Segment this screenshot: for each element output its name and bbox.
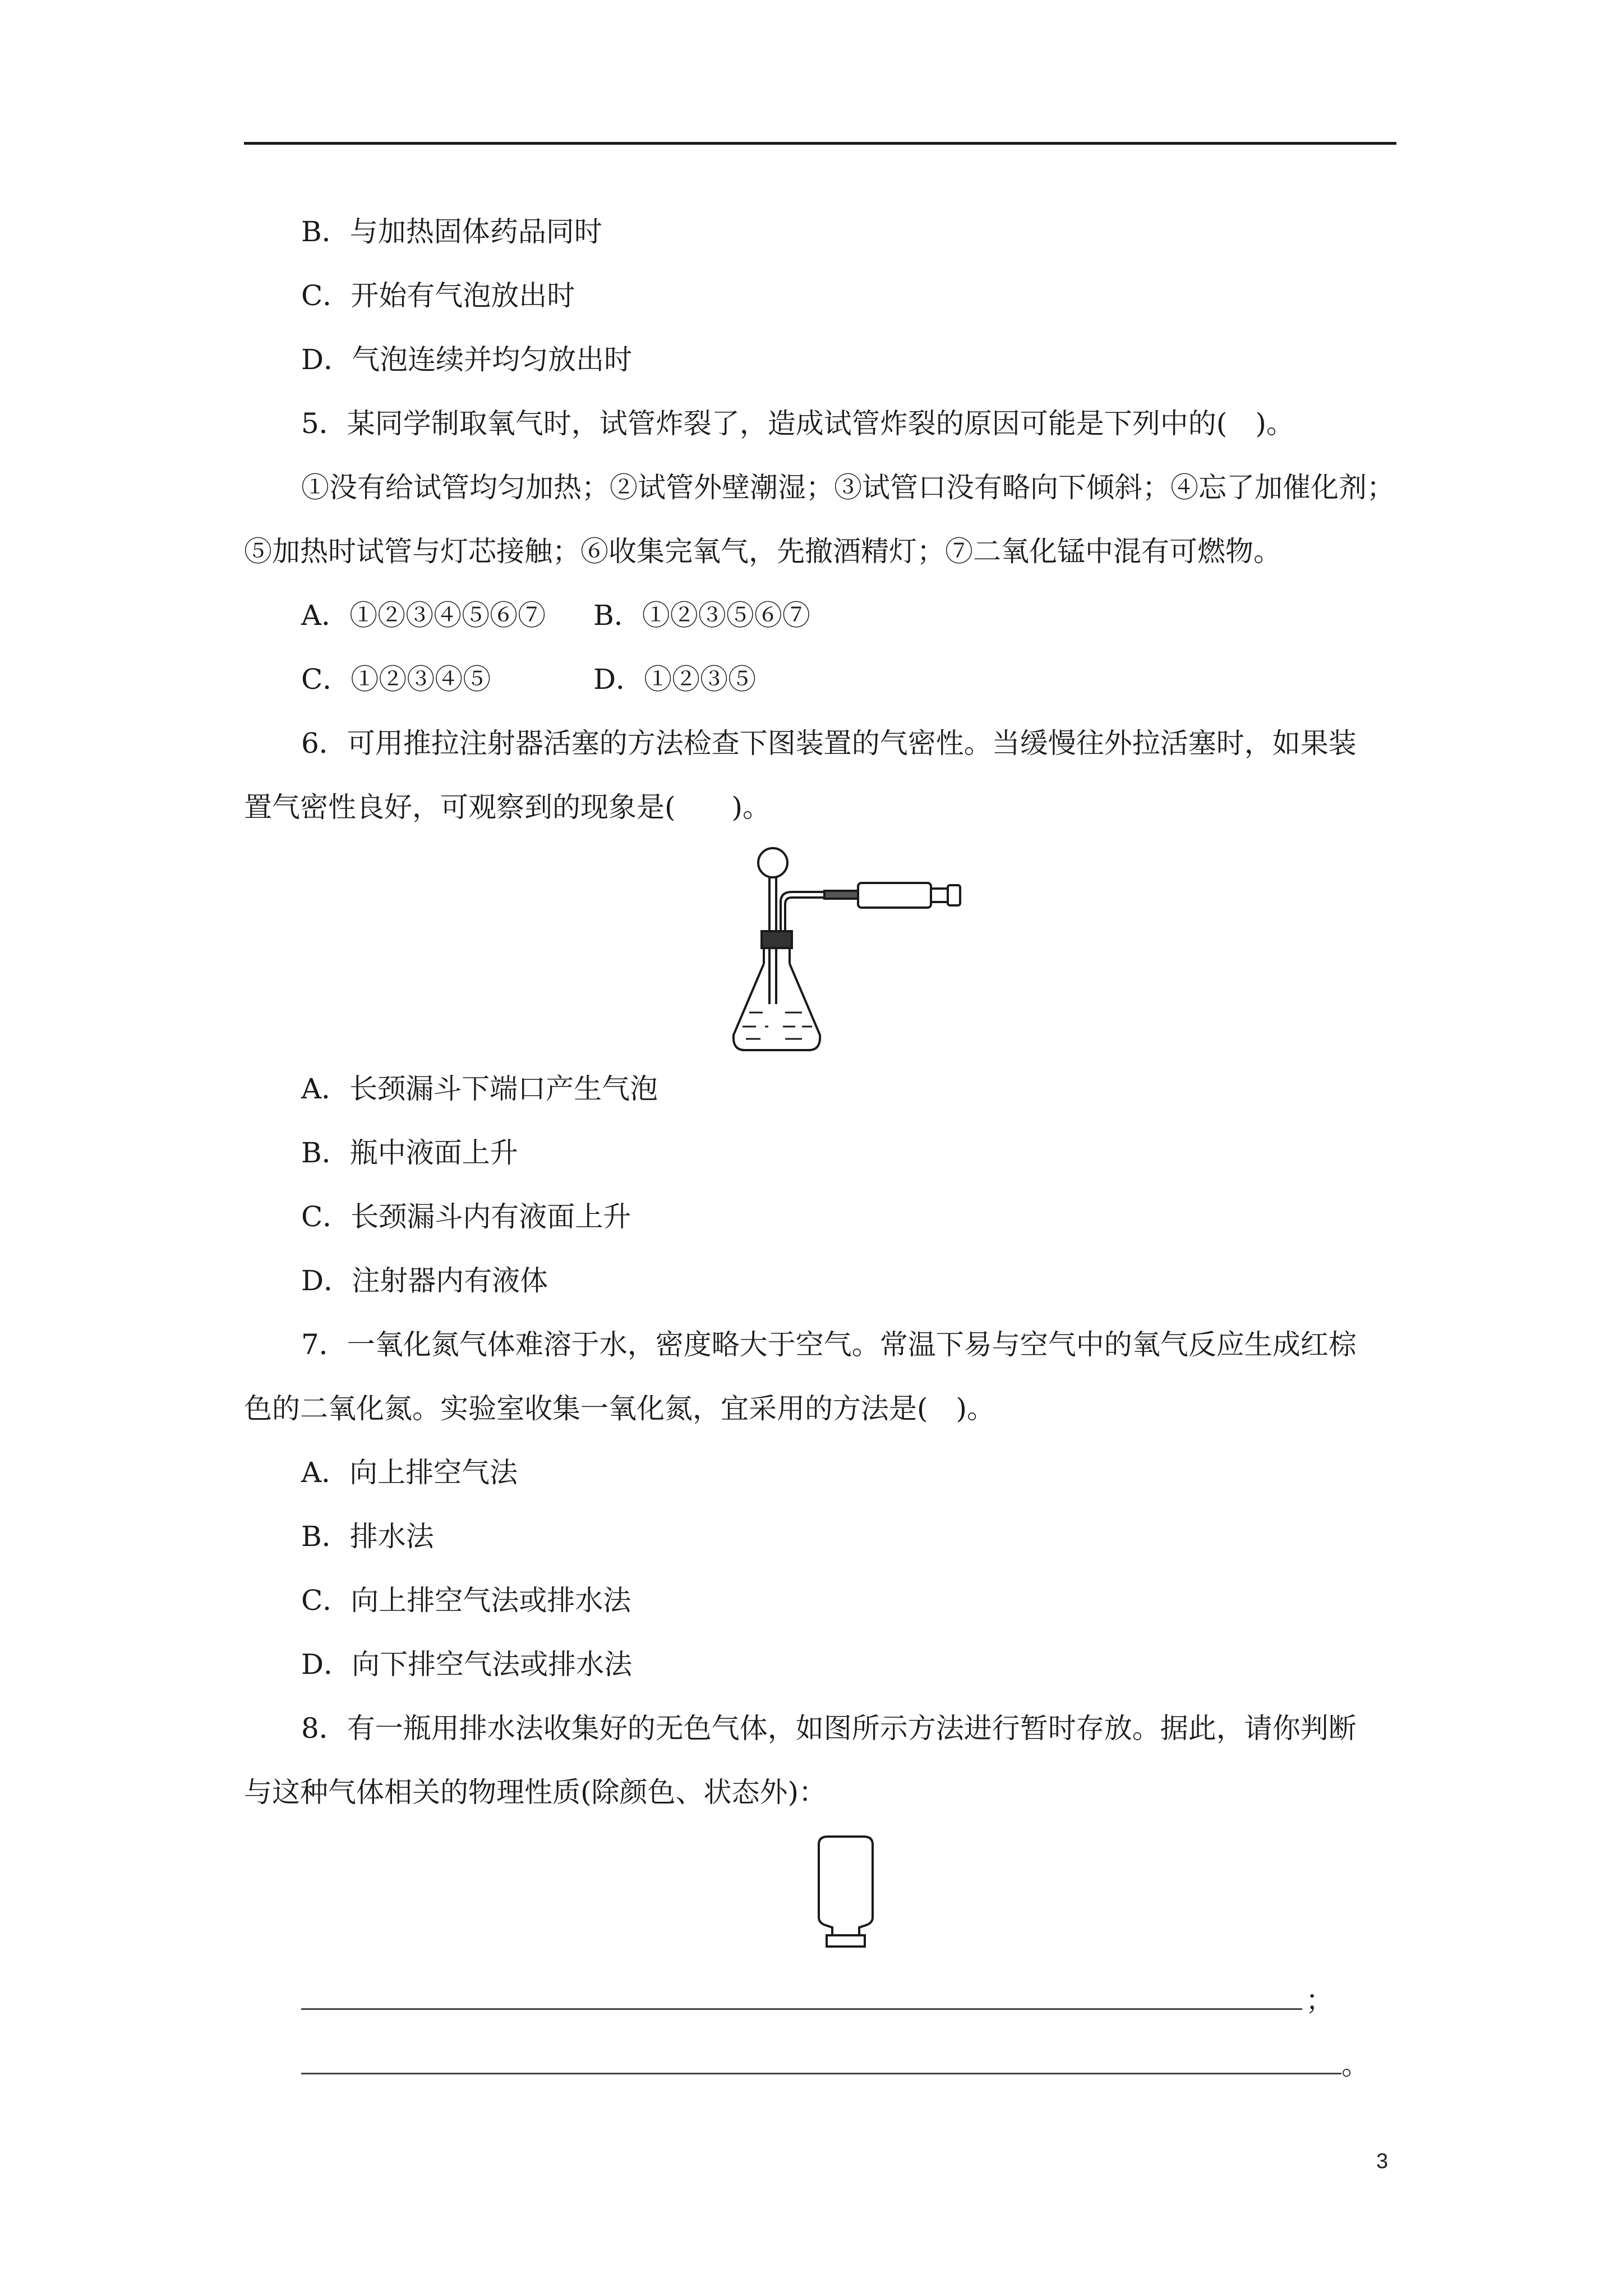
q8-answer-blank-2[interactable] <box>301 2073 1341 2074</box>
q6-option-c: C．长颈漏斗内有液面上升 <box>301 1200 631 1233</box>
q6-stem-line2: 置气密性良好，可观察到的现象是( )。 <box>244 791 771 823</box>
q8-stem-line2: 与这种气体相关的物理性质(除颜色、状态外)： <box>244 1776 827 1809</box>
q4-option-b: B．与加热固体药品同时 <box>301 215 602 248</box>
q8-blank2-punct: 。 <box>1341 2049 1370 2081</box>
q5-options-row2 <box>301 662 1086 696</box>
q6-stem-line1: 6．可用推拉注射器活塞的方法检查下图装置的气密性。当缓慢往外拉活塞时，如果装 <box>301 727 1357 760</box>
q5-option-d: D．①②③⑤ <box>593 663 757 696</box>
page-number: 3 <box>1376 2150 1389 2173</box>
q5-items-line2: ⑤加热时试管与灯芯接触；⑥收集完氧气，先撤酒精灯；⑦二氧化锰中混有可燃物。 <box>244 535 1281 568</box>
q5-option-c: C．①②③④⑤ <box>301 663 491 696</box>
flask-syringe-apparatus-figure <box>729 841 981 1060</box>
header-rule <box>244 142 1396 145</box>
q5-options-row1 <box>301 599 1086 632</box>
q8-answer-blank-1[interactable] <box>301 2008 1302 2010</box>
q7-option-c: C．向上排空气法或排水法 <box>301 1584 631 1617</box>
inverted-gas-bottle-figure <box>812 1834 879 1952</box>
q7-option-b: B．排水法 <box>301 1520 434 1553</box>
q5-stem: 5．某同学制取氧气时，试管炸裂了，造成试管炸裂的原因可能是下列中的( )。 <box>301 407 1294 440</box>
q5-option-a: A．①②③④⑤⑥⑦ <box>301 599 546 632</box>
q6-option-b: B．瓶中液面上升 <box>301 1137 518 1169</box>
q5-option-b: B．①②③⑤⑥⑦ <box>593 599 810 632</box>
q5-items-line1: ①没有给试管均匀加热；②试管外壁潮湿；③试管口没有略向下倾斜；④忘了加催化剂； <box>301 471 1395 504</box>
q6-option-a: A．长颈漏斗下端口产生气泡 <box>301 1073 658 1105</box>
q7-stem-line2: 色的二氧化氮。实验室收集一氧化氮，宜采用的方法是( )。 <box>244 1392 995 1425</box>
q8-blank1-punct: ； <box>1306 1984 1334 2017</box>
q7-option-a: A．向上排空气法 <box>301 1456 518 1489</box>
q7-stem-line1: 7．一氧化氮气体难溶于水，密度略大于空气。常温下易与空气中的氧气反应生成红棕 <box>301 1328 1357 1361</box>
q8-stem-line1: 8．有一瓶用排水法收集好的无色气体，如图所示方法进行暂时存放。据此，请你判断 <box>301 1712 1357 1745</box>
q6-option-d: D．注射器内有液体 <box>301 1264 548 1297</box>
q4-option-d: D．气泡连续并均匀放出时 <box>301 343 633 376</box>
q4-option-c: C．开始有气泡放出时 <box>301 279 575 312</box>
q7-option-d: D．向下排空气法或排水法 <box>301 1648 633 1681</box>
